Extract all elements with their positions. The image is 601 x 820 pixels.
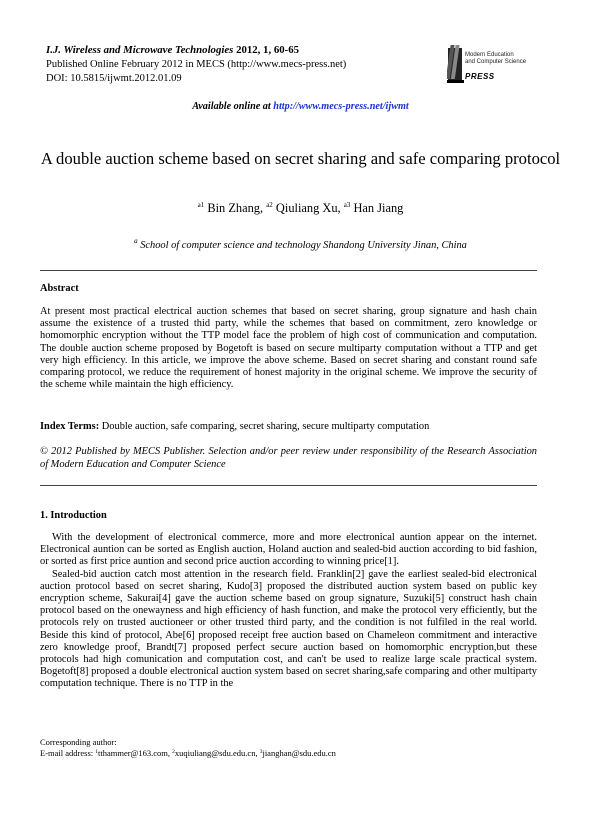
journal-volume: 2012, 1, 60-65 <box>236 44 300 56</box>
index-terms <box>40 421 537 433</box>
introduction-paragraph: Sealed-bid auction catch most attention in the research field. Franklin[2] gave the earliest sealed-bid electronical auction protocol based on secret sharing, Kudo[3] proposed the distributed auction system based on public key encryption scheme, Sakurai[4] gave the auction scheme based on group signature, Suzuki[5] construct hash chain protocol based on the onewayness and high efficiency of hash function, and make the protocol very efficiently, but the protocols rely on trusted auctioneer or other trusted third party, and the condition is not fulfiled in the real world. Beside this kind of protocol, Abe[6] proposed receipt free auction based on Chameleon commitment and interactive zero knowledge proof, Brandt[7] proposed perfect secure auction based on homomorphic encryption,but these protocols had high comunication and computation cost, and can't be used to realize large scale practical system. Bogetoft[8] proposed a double electronical auction system based on secret sharing,safe comparing and other multiparty computation technique. There is no TTP in the <box>40 568 537 690</box>
author-name: Bin Zhang <box>207 201 260 215</box>
author-name: Qiuliang Xu <box>275 201 338 215</box>
author-list: $^{a1}$ Bin Zhang, $^{a2}$ Qiuliang Xu, $^{a3}$ Han Jiang <box>197 201 404 215</box>
index-terms-text: Double auction, safe comparing, secret sharing, secure multiparty computation <box>101 421 430 432</box>
author-sup: a1 <box>197 201 205 209</box>
copyright-notice: © 2012 Published by MECS Publisher. Selection and/or peer review under responsibility of the Research Association of Modern Education and Computer Science <box>40 446 537 470</box>
email-sup: 2 <box>172 749 175 755</box>
introduction-heading: 1. Introduction <box>40 510 107 521</box>
author-name: Han Jiang <box>353 201 404 215</box>
publisher-logo-text <box>465 52 526 65</box>
book-stack-icon <box>447 45 464 83</box>
abstract-heading: Abstract <box>40 283 79 294</box>
introduction-body <box>40 532 537 691</box>
journal-url-link[interactable]: http://www.mecs-press.net/ijwmt <box>273 101 409 112</box>
doi-line: DOI: 10.5815/ijwmt.2012.01.09 <box>46 73 182 84</box>
availability-prefix: Available online at <box>192 101 271 112</box>
logo-line-1: Modern Education <box>465 52 514 58</box>
footnote-label: Corresponding author: <box>40 737 117 747</box>
email-prefix: E-mail address: <box>40 748 94 758</box>
journal-name: I.J. Wireless and Microwave Technologies <box>46 44 234 56</box>
affiliation <box>0 237 601 251</box>
footnote-emails: E-mail address: $^1$tthammer@163.com, $^2$xuqiuliang@sdu.edu.cn, $^3$jianghan@sdu.edu.cn <box>40 748 336 758</box>
introduction-paragraph: With the development of electronical commerce, more and more electronical auntion appear on the internet. Electronical auntion can be sorted as English auction, Holand auction and sealed-bid auction according to bid fashion, or sorted as first price auntion and second price auction according to winning price[1]. <box>40 532 537 568</box>
email-link[interactable]: tthammer@163.com <box>97 748 168 758</box>
email-sup: 3 <box>259 749 263 755</box>
paper-title: A double auction scheme based on secret sharing and safe comparing protocol <box>40 149 561 168</box>
availability-line <box>0 101 601 112</box>
index-terms-label: Index Terms: <box>40 421 100 432</box>
affiliation-text: School of computer science and technology Shandong University Jinan, China <box>140 240 467 251</box>
abstract-body: At present most practical electrical auction schemes that based on secret sharing, group signature and hash chain assume the existence of a trusted thid party, while the schemes that based on commitment, zero knowledge or homomorphic encryption without the TTP model face the problem of high cost of communication and computation. The double auction scheme proposed by Bogetoft is based on secure multiparty computation without a TTP and get very high efficiency. In this article, we improve the above scheme. Based on secret sharing and constant round safe comparing protocol, we reduce the requirement of honest majority in the original scheme. We improve the security of the scheme while maintain the high efficiency. <box>40 306 537 391</box>
divider <box>40 270 537 271</box>
email-sup: 1 <box>95 749 98 755</box>
author-sup: a2 <box>266 201 273 209</box>
email-link[interactable]: jianghan@sdu.edu.cn <box>262 748 336 758</box>
author-sup: a3 <box>343 201 351 209</box>
logo-line-2: and Computer Science <box>465 58 527 65</box>
published-online-line: Published Online February 2012 in MECS (http://www.mecs-press.net) <box>46 59 347 70</box>
publisher-logo-press: PRESS <box>465 72 495 81</box>
divider <box>40 485 537 486</box>
affiliation-sup: a <box>134 237 138 245</box>
journal-header <box>46 44 299 56</box>
email-link[interactable]: xuqiuliang@sdu.edu.cn <box>174 748 256 758</box>
